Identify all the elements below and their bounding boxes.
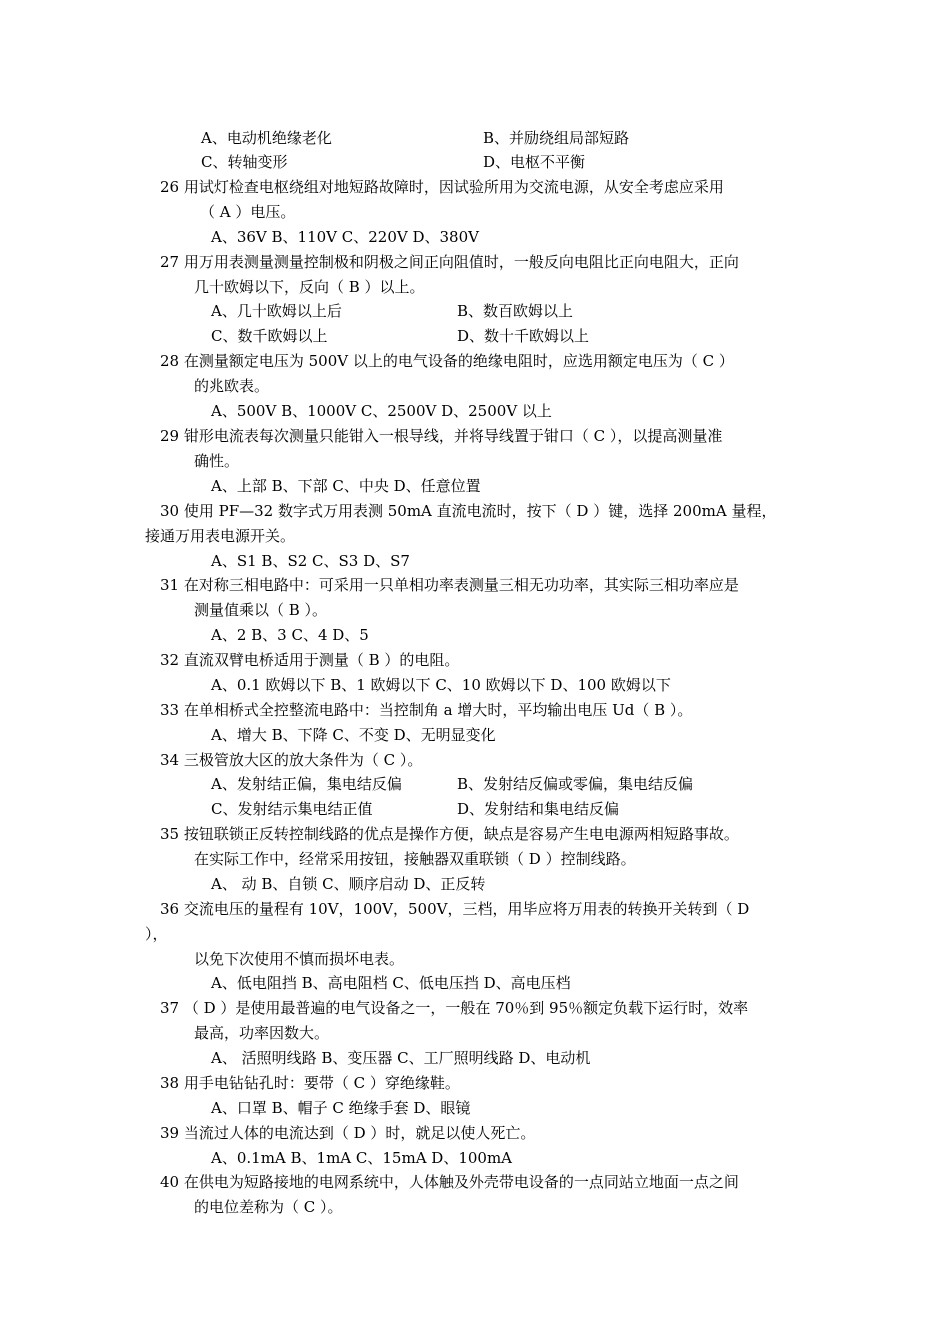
option-text: A、S1 B、S2 C、S3 D、S7 [211,552,410,570]
question-text: 31 在对称三相电路中：可采用一只单相功率表测量三相无功功率，其实际三相功率应是 [160,576,739,594]
question-text: 27 用万用表测量测量控制极和阴极之间正向阻值时，一般反向电阻比正向电阻大，正向 [160,253,739,271]
option-text: A、 活照明线路 B、变压器 C、工厂照明线路 D、电动机 [211,1049,591,1067]
question-text: 28 在测量额定电压为 500V 以上的电气设备的绝缘电阻时，应选用额定电压为（ C ） [160,352,734,370]
option-text: D、发射结和集电结反偏 [457,800,620,818]
option-text: B、发射结反偏或零偏，集电结反偏 [457,775,694,793]
option-text: A、低电阻挡 B、高电阻档 C、低电压挡 D、高电压档 [211,974,571,992]
option-text: D、数十千欧姆以上 [457,327,590,345]
option-text: A、 动 B、自锁 C、顺序启动 D、正反转 [211,875,486,893]
question-text: 37 （ D ）是使用最普遍的电气设备之一，一般在 70％到 95％额定负载下运行时，效率 [160,999,749,1017]
question-text: 的电位差称为（ C ）。 [194,1198,343,1216]
question-text: 39 当流过人体的电流达到（ D ）时，就足以使人死亡。 [160,1124,536,1142]
question-text: 以免下次使用不慎而损坏电表。 [194,950,405,968]
question-text: 确性。 [194,452,240,470]
option-text: A、0.1mA B、1mA C、15mA D、100mA [211,1149,513,1167]
option-text: A、2 B、3 C、4 D、5 [211,626,369,644]
option-text: A、0.1 欧姆以下 B、1 欧姆以下 C、10 欧姆以下 D、100 欧姆以下 [211,676,671,694]
question-text: 几十欧姆以下，反向（ B ）以上。 [194,278,425,296]
question-text: 的兆欧表。 [194,377,270,395]
question-text: 32 直流双臂电桥适用于测量（ B ）的电阻。 [160,651,460,669]
option-text: A、电动机绝缘老化 [201,129,332,147]
question-text: 36 交流电压的量程有 10V，100V，500V，三档，用毕应将万用表的转换开关转到（ D [160,900,750,918]
question-text: 测量值乘以（ B ）。 [194,601,328,619]
question-text: 30 使用 PF—32 数字式万用表测 50mA 直流电流时，按下（ D ）键，选择 200mA 量程， [160,502,777,520]
option-text: A、口罩 B、帽子 C 绝缘手套 D、眼镜 [211,1099,471,1117]
question-text: 33 在单相桥式全控整流电路中：当控制角 a 增大时，平均输出电压 Ud（ B ）。 [160,701,693,719]
option-text: B、数百欧姆以上 [457,302,574,320]
question-text: 40 在供电为短路接地的电网系统中，人体触及外壳带电设备的一点同站立地面一点之间 [160,1173,739,1191]
question-text: 最高，功率因数大。 [194,1024,330,1042]
question-text: （ A ）电压。 [200,203,296,221]
option-text: A、发射结正偏，集电结反偏 [211,775,402,793]
option-text: A、上部 B、下部 C、中央 D、任意位置 [211,477,481,495]
question-text: 29 钳形电流表每次测量只能钳入一根导线，并将导线置于钳口（ C ），以提高测量准 [160,427,723,445]
question-text: 接通万用表电源开关。 [145,527,296,545]
option-text: C、数千欧姆以上 [211,327,328,345]
option-text: A、500V B、1000V C、2500V D、2500V 以上 [211,402,552,420]
option-text: C、转轴变形 [201,153,288,171]
question-text: ）， [145,925,168,943]
option-text: B、并励绕组局部短路 [483,129,630,147]
question-text: 38 用手电钻钻孔时：要带（ C ）穿绝缘鞋。 [160,1074,460,1092]
option-text: A、增大 B、下降 C、不变 D、无明显变化 [211,726,496,744]
question-text: 26 用试灯检查电枢绕组对地短路故障时，因试验所用为交流电源，从安全考虑应采用 [160,178,724,196]
question-text: 34 三极管放大区的放大条件为（ C ）。 [160,751,423,769]
option-text: D、电枢不平衡 [483,153,586,171]
option-text: C、发射结示集电结正值 [211,800,373,818]
question-text: 35 按钮联锁正反转控制线路的优点是操作方便，缺点是容易产生电电源两相短路事故。 [160,825,739,843]
question-text: 在实际工作中，经常采用按钮，接触器双重联锁（ D ）控制线路。 [194,850,636,868]
option-text: A、几十欧姆以上后 [211,302,342,320]
option-text: A、36V B、110V C、220V D、380V [211,228,479,246]
